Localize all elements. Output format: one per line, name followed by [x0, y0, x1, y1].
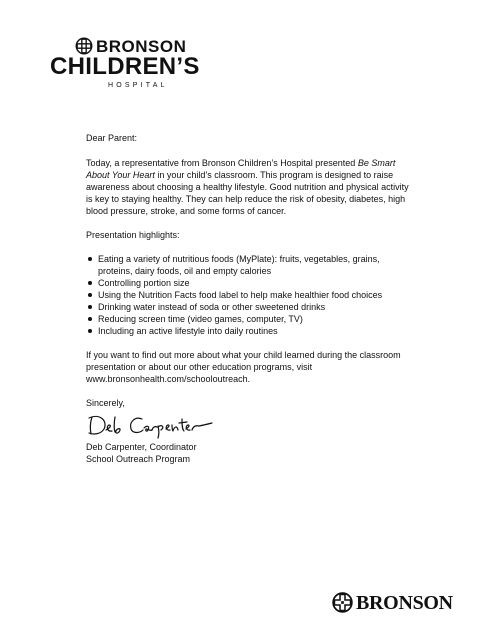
handwritten-signature — [86, 411, 216, 439]
greeting: Dear Parent: — [86, 133, 138, 143]
list-item: Drinking water instead of soda or other sweetened drinks — [86, 301, 416, 313]
list-item: Using the Nutrition Facts food label to help make healthier food choices — [86, 289, 416, 301]
list-item: Controlling portion size — [86, 277, 416, 289]
signer-department: School Outreach Program — [86, 454, 191, 464]
letter-body — [86, 132, 416, 465]
more-info-paragraph: If you want to find out more about what your child learned during the classroom presentation or about our other education programs, visit www.bronsonhealth.com/schooloutreach. — [86, 350, 401, 384]
logo-bronson-text: BRONSON — [96, 37, 187, 56]
logo-hospital-text: HOSPITAL — [108, 82, 168, 89]
list-item: Eating a variety of nutritious foods (MyPlate): fruits, vegetables, grains, proteins, dairy foods, oil and empty calories — [86, 253, 416, 277]
highlights-list — [86, 253, 416, 337]
bronson-childrens-logo — [50, 36, 210, 94]
logo-childrens-text: CHILDREN’S — [50, 53, 200, 80]
bronson-cross-icon — [332, 592, 353, 613]
list-item: Including an active lifestyle into daily routines — [86, 325, 416, 337]
intro-paragraph — [86, 157, 416, 217]
list-item: Reducing screen time (video games, computer, TV) — [86, 313, 416, 325]
signer-name: Deb Carpenter, Coordinator — [86, 442, 197, 452]
program-name: Be Smart About Your Heart — [86, 158, 396, 180]
footer-logo-text: BRONSON — [356, 592, 453, 614]
intro-text-start: Today, a representative from Bronson Children’s Hospital presented — [86, 158, 358, 168]
intro-text-end: in your child’s classroom. This program is designed to raise awareness about choosing a healthy lifestyle. Good nutrition and physical activity is key to staying healthy. They can help reduce the risk of obesity, diabetes, high blood pressure, stroke, and some forms of cancer. — [86, 170, 409, 216]
highlights-label: Presentation highlights: — [86, 230, 180, 240]
sign-off: Sincerely, — [86, 398, 125, 408]
bronson-footer-logo — [332, 591, 472, 615]
